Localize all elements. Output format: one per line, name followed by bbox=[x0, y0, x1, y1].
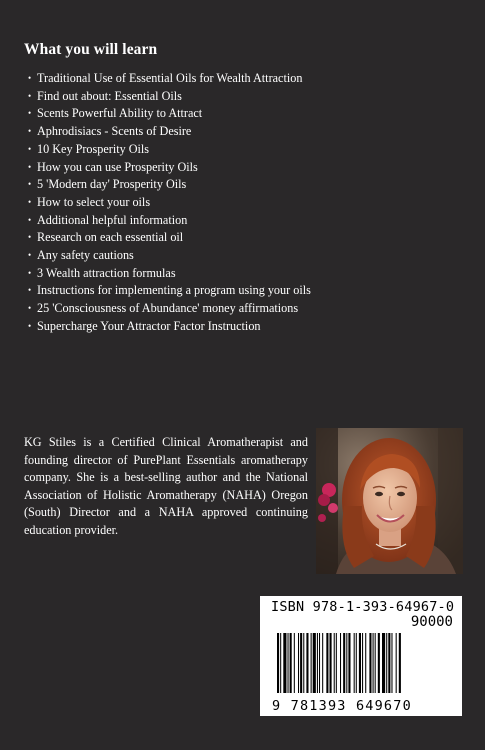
list-item: • Additional helpful information bbox=[28, 212, 311, 230]
price-code: 90000 bbox=[410, 614, 453, 630]
list-item: • 5 'Modern day' Prosperity Oils bbox=[28, 176, 311, 194]
barcode-bar bbox=[336, 633, 337, 693]
list-item: • How to select your oils bbox=[28, 194, 311, 212]
barcode-bar bbox=[298, 633, 299, 693]
barcode-bar bbox=[365, 633, 366, 693]
learn-heading: What you will learn bbox=[24, 41, 158, 58]
barcode-bar bbox=[388, 633, 390, 693]
barcode-bars bbox=[277, 633, 455, 693]
list-item: • 10 Key Prosperity Oils bbox=[28, 141, 311, 159]
barcode-bar bbox=[294, 633, 295, 693]
barcode-bar bbox=[369, 633, 371, 693]
barcode-bar bbox=[319, 633, 320, 693]
barcode-bar bbox=[326, 633, 328, 693]
barcode-bar bbox=[354, 633, 355, 693]
barcode-bar bbox=[290, 633, 292, 693]
list-item: • Instructions for implementing a program using your oils bbox=[28, 282, 311, 300]
barcode-bar bbox=[303, 633, 304, 693]
author-photo bbox=[316, 428, 463, 574]
barcode-bar bbox=[382, 633, 385, 693]
barcode-bar bbox=[399, 633, 401, 693]
isbn-barcode bbox=[260, 596, 462, 716]
barcode-bar bbox=[396, 633, 397, 693]
list-item: • Supercharge Your Attractor Factor Instruction bbox=[28, 318, 311, 336]
list-item: • Research on each essential oil bbox=[28, 229, 311, 247]
barcode-bar bbox=[280, 633, 281, 693]
list-item: • How you can use Prosperity Oils bbox=[28, 159, 311, 177]
list-item: • Find out about: Essential Oils bbox=[28, 88, 311, 106]
barcode-bar bbox=[375, 633, 376, 693]
isbn-label: ISBN 978-1-393-64967-0 bbox=[271, 599, 455, 615]
barcode-bar bbox=[373, 633, 374, 693]
list-item: • Scents Powerful Ability to Attract bbox=[28, 105, 311, 123]
barcode-digits: 9 781393 649670 bbox=[272, 698, 412, 714]
barcode-bar bbox=[288, 633, 289, 693]
barcode-bar bbox=[359, 633, 361, 693]
barcode-bar bbox=[362, 633, 363, 693]
list-item: • Aphrodisiacs - Scents of Desire bbox=[28, 123, 311, 141]
barcode-bar bbox=[300, 633, 302, 693]
author-portrait-icon bbox=[316, 428, 463, 574]
author-bio: KG Stiles is a Certified Clinical Aromatherapist and founding director of PurePlant Essentials aromatherapy company. She is a best-selling author and the National Association of Holistic Aromatherapy (NAHA) Oregon (South) Director and a NAHA approved continuing education provider. bbox=[24, 435, 308, 537]
learn-list bbox=[28, 70, 311, 336]
barcode-bar bbox=[277, 633, 279, 693]
list-item: • 25 'Consciousness of Abundance' money affirmations bbox=[28, 300, 311, 318]
barcode-bar bbox=[322, 633, 323, 693]
barcode-bar bbox=[306, 633, 308, 693]
barcode-bar bbox=[340, 633, 341, 693]
barcode-bar bbox=[283, 633, 286, 693]
barcode-bar bbox=[313, 633, 316, 693]
list-item: • 3 Wealth attraction formulas bbox=[28, 265, 311, 283]
barcode-bar bbox=[330, 633, 332, 693]
list-item: • Traditional Use of Essential Oils for Wealth Attraction bbox=[28, 70, 311, 88]
barcode-bar bbox=[343, 633, 345, 693]
barcode-bar bbox=[378, 633, 380, 693]
barcode-bar bbox=[386, 633, 387, 693]
barcode-bar bbox=[311, 633, 312, 693]
barcode-bar bbox=[348, 633, 350, 693]
list-item: • Any safety cautions bbox=[28, 247, 311, 265]
barcode-bar bbox=[391, 633, 392, 693]
barcode-bar bbox=[356, 633, 357, 693]
barcode-bar bbox=[334, 633, 335, 693]
barcode-bar bbox=[317, 633, 318, 693]
barcode-bar bbox=[346, 633, 347, 693]
